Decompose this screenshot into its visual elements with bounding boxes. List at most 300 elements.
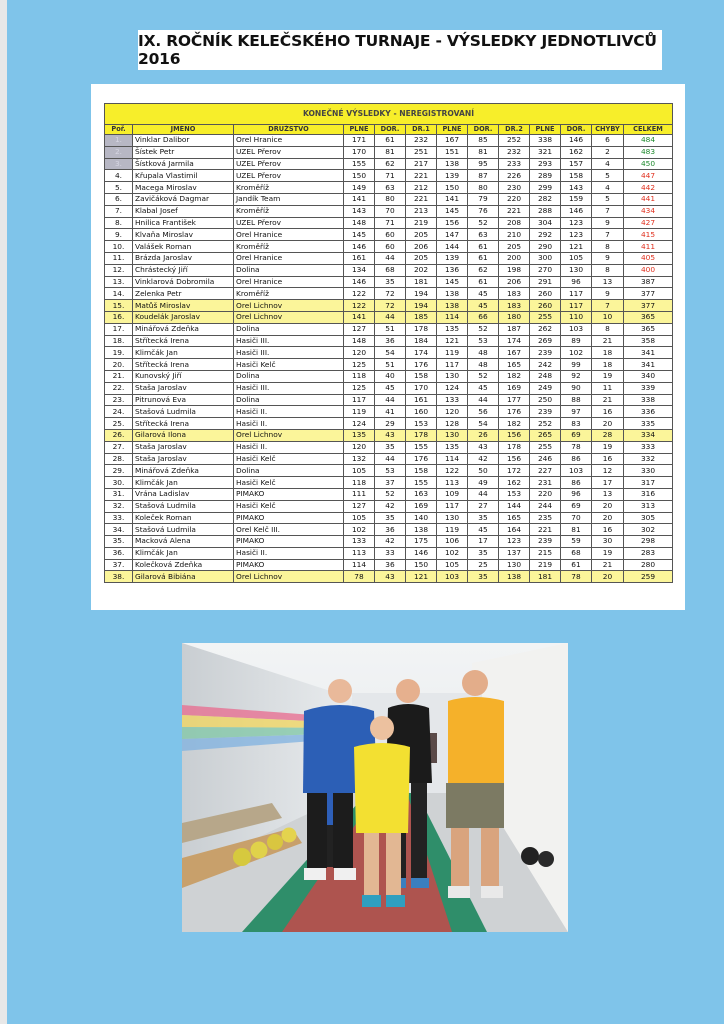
score-cell: 125 — [344, 382, 375, 394]
score-cell: 291 — [530, 276, 561, 288]
score-cell: 221 — [499, 205, 530, 217]
score-cell: 13 — [592, 276, 624, 288]
total-cell: 450 — [624, 158, 673, 170]
score-cell: 69 — [561, 429, 592, 441]
score-cell: 130 — [561, 264, 592, 276]
score-cell: 90 — [561, 382, 592, 394]
score-cell: 17 — [468, 536, 499, 548]
team-cell: Kroměříž — [234, 205, 344, 217]
score-cell: 187 — [499, 323, 530, 335]
team-cell: PIMAKO — [234, 488, 344, 500]
score-cell: 20 — [592, 418, 624, 430]
score-cell: 51 — [375, 359, 406, 371]
score-cell: 44 — [468, 488, 499, 500]
score-cell: 194 — [406, 288, 437, 300]
score-cell: 148 — [344, 335, 375, 347]
score-cell: 119 — [437, 524, 468, 536]
table-row — [105, 465, 673, 477]
team-cell: PIMAKO — [234, 536, 344, 548]
table-row — [105, 300, 673, 312]
team-cell: UZEL Přerov — [234, 170, 344, 182]
score-cell: 321 — [530, 146, 561, 158]
team-cell: Dolina — [234, 465, 344, 477]
rank-cell: 30. — [105, 477, 133, 489]
score-cell: 156 — [499, 453, 530, 465]
score-cell: 156 — [437, 217, 468, 229]
name-cell: Gilarová Bibiána — [133, 571, 234, 583]
score-cell: 293 — [530, 158, 561, 170]
name-cell: Klabal Josef — [133, 205, 234, 217]
table-row — [105, 524, 673, 536]
score-cell: 180 — [499, 311, 530, 323]
score-cell: 159 — [561, 193, 592, 205]
rank-cell: 12. — [105, 264, 133, 276]
score-cell: 41 — [375, 406, 406, 418]
score-cell: 103 — [561, 323, 592, 335]
rank-cell: 24. — [105, 406, 133, 418]
bowling-alley-photo — [182, 643, 568, 932]
score-cell: 130 — [437, 512, 468, 524]
score-cell: 146 — [344, 241, 375, 253]
score-cell: 212 — [406, 182, 437, 194]
team-cell: UZEL Přerov — [234, 217, 344, 229]
score-cell: 18 — [592, 347, 624, 359]
score-cell: 117 — [561, 288, 592, 300]
name-cell: Klimčák Jan — [133, 547, 234, 559]
score-cell: 10 — [592, 311, 624, 323]
total-cell: 305 — [624, 512, 673, 524]
name-cell: Hnilica František — [133, 217, 234, 229]
score-cell: 35 — [375, 441, 406, 453]
score-cell: 85 — [468, 135, 499, 147]
rank-cell: 32. — [105, 500, 133, 512]
score-cell: 127 — [344, 323, 375, 335]
score-cell: 9 — [592, 252, 624, 264]
total-cell: 427 — [624, 217, 673, 229]
score-cell: 177 — [499, 394, 530, 406]
score-cell: 167 — [499, 347, 530, 359]
total-cell: 483 — [624, 146, 673, 158]
total-cell: 317 — [624, 477, 673, 489]
score-cell: 242 — [530, 359, 561, 371]
name-cell: Vrána Ladislav — [133, 488, 234, 500]
name-cell: Staša Jaroslav — [133, 453, 234, 465]
total-cell: 358 — [624, 335, 673, 347]
score-cell: 59 — [561, 536, 592, 548]
team-cell: PIMAKO — [234, 512, 344, 524]
rank-cell: 15. — [105, 300, 133, 312]
score-cell: 255 — [530, 311, 561, 323]
table-row — [105, 335, 673, 347]
score-cell: 20 — [592, 500, 624, 512]
score-cell: 117 — [437, 500, 468, 512]
name-cell: Šístek Petr — [133, 146, 234, 158]
score-cell: 138 — [406, 524, 437, 536]
total-cell: 405 — [624, 252, 673, 264]
team-cell: Dolina — [234, 394, 344, 406]
team-cell: Orel Lichnov — [234, 300, 344, 312]
score-cell: 122 — [344, 300, 375, 312]
team-cell: Hasiči Kelč — [234, 453, 344, 465]
score-cell: 114 — [344, 559, 375, 571]
score-cell: 124 — [437, 382, 468, 394]
score-cell: 40 — [375, 370, 406, 382]
score-cell: 124 — [344, 418, 375, 430]
score-cell: 36 — [375, 559, 406, 571]
team-cell: Hasiči II. — [234, 547, 344, 559]
score-cell: 141 — [344, 193, 375, 205]
table-row — [105, 571, 673, 583]
table-row — [105, 205, 673, 217]
score-cell: 121 — [561, 241, 592, 253]
total-cell: 330 — [624, 465, 673, 477]
score-cell: 12 — [592, 465, 624, 477]
score-cell: 27 — [468, 500, 499, 512]
team-cell: Hasiči III. — [234, 347, 344, 359]
score-cell: 8 — [592, 264, 624, 276]
team-cell: Kroměříž — [234, 241, 344, 253]
score-cell: 69 — [561, 500, 592, 512]
score-cell: 260 — [530, 300, 561, 312]
rank-cell: 25. — [105, 418, 133, 430]
team-cell: Orel Lichnov — [234, 311, 344, 323]
score-cell: 53 — [375, 465, 406, 477]
score-cell: 146 — [406, 547, 437, 559]
score-cell: 81 — [561, 524, 592, 536]
score-cell: 150 — [406, 559, 437, 571]
score-cell: 288 — [530, 205, 561, 217]
score-cell: 158 — [561, 170, 592, 182]
score-cell: 120 — [344, 347, 375, 359]
total-cell: 340 — [624, 370, 673, 382]
team-cell: Hasiči III. — [234, 382, 344, 394]
score-cell: 130 — [437, 429, 468, 441]
score-cell: 17 — [592, 477, 624, 489]
table-row — [105, 135, 673, 147]
score-cell: 4 — [592, 182, 624, 194]
score-cell: 117 — [344, 394, 375, 406]
total-cell: 365 — [624, 311, 673, 323]
table-row — [105, 441, 673, 453]
score-cell: 120 — [344, 441, 375, 453]
table-row — [105, 453, 673, 465]
score-cell: 48 — [468, 359, 499, 371]
total-cell: 447 — [624, 170, 673, 182]
score-cell: 45 — [468, 382, 499, 394]
score-cell: 36 — [375, 524, 406, 536]
score-cell: 28 — [592, 429, 624, 441]
header-cell: CHYBY — [592, 125, 624, 135]
score-cell: 123 — [561, 229, 592, 241]
score-cell: 42 — [468, 453, 499, 465]
score-cell: 213 — [406, 205, 437, 217]
score-cell: 42 — [375, 500, 406, 512]
results-table — [104, 103, 673, 583]
score-cell: 122 — [344, 288, 375, 300]
score-cell: 221 — [406, 193, 437, 205]
rank-cell: 6. — [105, 193, 133, 205]
score-cell: 182 — [499, 418, 530, 430]
score-cell: 109 — [437, 488, 468, 500]
score-cell: 102 — [437, 547, 468, 559]
score-cell: 215 — [530, 547, 561, 559]
rank-cell: 36. — [105, 547, 133, 559]
score-cell: 140 — [406, 512, 437, 524]
score-cell: 72 — [375, 300, 406, 312]
total-cell: 334 — [624, 429, 673, 441]
score-cell: 185 — [406, 311, 437, 323]
rank-cell: 33. — [105, 512, 133, 524]
score-cell: 21 — [592, 559, 624, 571]
total-cell: 434 — [624, 205, 673, 217]
score-cell: 176 — [406, 453, 437, 465]
header-cell: DR.1 — [406, 125, 437, 135]
score-cell: 175 — [406, 536, 437, 548]
score-cell: 26 — [468, 429, 499, 441]
table-row — [105, 536, 673, 548]
table-row — [105, 182, 673, 194]
header-cell: Poř. — [105, 125, 133, 135]
table-row — [105, 158, 673, 170]
score-cell: 206 — [499, 276, 530, 288]
score-cell: 135 — [437, 323, 468, 335]
score-cell: 128 — [437, 418, 468, 430]
score-cell: 233 — [499, 158, 530, 170]
score-cell: 103 — [561, 465, 592, 477]
score-cell: 146 — [344, 276, 375, 288]
score-cell: 338 — [530, 135, 561, 147]
team-cell: Hasiči III. — [234, 335, 344, 347]
team-cell: Jandík Team — [234, 193, 344, 205]
score-cell: 44 — [375, 311, 406, 323]
score-cell: 169 — [499, 382, 530, 394]
score-cell: 165 — [499, 512, 530, 524]
rank-cell: 19. — [105, 347, 133, 359]
rank-cell: 35. — [105, 536, 133, 548]
score-cell: 92 — [561, 370, 592, 382]
table-row — [105, 252, 673, 264]
score-cell: 252 — [530, 418, 561, 430]
score-cell: 78 — [561, 571, 592, 583]
total-cell: 336 — [624, 406, 673, 418]
page-edge — [0, 0, 7, 1024]
score-cell: 194 — [406, 300, 437, 312]
score-cell: 231 — [530, 477, 561, 489]
score-cell: 162 — [499, 477, 530, 489]
score-cell: 63 — [375, 182, 406, 194]
score-cell: 21 — [592, 394, 624, 406]
score-cell: 143 — [344, 205, 375, 217]
table-header-row — [105, 125, 673, 135]
team-photo — [182, 643, 568, 932]
table-row — [105, 512, 673, 524]
score-cell: 135 — [437, 441, 468, 453]
score-cell: 134 — [344, 264, 375, 276]
score-cell: 248 — [530, 370, 561, 382]
total-cell: 338 — [624, 394, 673, 406]
score-cell: 227 — [530, 465, 561, 477]
table-row — [105, 288, 673, 300]
score-cell: 7 — [592, 205, 624, 217]
team-cell: Hasiči Kelč — [234, 500, 344, 512]
score-cell: 114 — [437, 453, 468, 465]
table-row — [105, 547, 673, 559]
score-cell: 16 — [592, 406, 624, 418]
name-cell: Kunovský Jiří — [133, 370, 234, 382]
score-cell: 132 — [344, 453, 375, 465]
score-cell: 139 — [437, 252, 468, 264]
rank-cell: 38. — [105, 571, 133, 583]
header-cell: DOR. — [468, 125, 499, 135]
name-cell: Koudelák Jaroslav — [133, 311, 234, 323]
score-cell: 155 — [344, 158, 375, 170]
score-cell: 88 — [561, 394, 592, 406]
score-cell: 102 — [561, 347, 592, 359]
total-cell: 333 — [624, 441, 673, 453]
score-cell: 219 — [406, 217, 437, 229]
score-cell: 137 — [499, 547, 530, 559]
score-cell: 7 — [592, 229, 624, 241]
score-cell: 13 — [592, 488, 624, 500]
score-cell: 52 — [468, 323, 499, 335]
total-cell: 411 — [624, 241, 673, 253]
score-cell: 60 — [375, 241, 406, 253]
table-row — [105, 429, 673, 441]
team-cell: Hasiči II. — [234, 418, 344, 430]
score-cell: 78 — [344, 571, 375, 583]
rank-cell: 4. — [105, 170, 133, 182]
score-cell: 130 — [437, 370, 468, 382]
header-cell: JMÉNO — [133, 125, 234, 135]
score-cell: 105 — [437, 559, 468, 571]
team-cell: Hasiči Kelč — [234, 359, 344, 371]
name-cell: Stašová Ludmila — [133, 500, 234, 512]
score-cell: 235 — [530, 512, 561, 524]
score-cell: 43 — [468, 441, 499, 453]
score-cell: 143 — [561, 182, 592, 194]
score-cell: 61 — [375, 135, 406, 147]
score-cell: 45 — [468, 300, 499, 312]
table-row — [105, 170, 673, 182]
score-cell: 122 — [437, 465, 468, 477]
score-cell: 141 — [344, 311, 375, 323]
table-row — [105, 276, 673, 288]
score-cell: 62 — [468, 264, 499, 276]
table-row — [105, 193, 673, 205]
score-cell: 239 — [530, 347, 561, 359]
score-cell: 170 — [406, 382, 437, 394]
rank-cell: 17. — [105, 323, 133, 335]
score-cell: 43 — [375, 571, 406, 583]
score-cell: 105 — [344, 512, 375, 524]
name-cell: Stašová Ludmila — [133, 406, 234, 418]
score-cell: 118 — [344, 477, 375, 489]
total-cell: 441 — [624, 193, 673, 205]
team-cell: Orel Hranice — [234, 276, 344, 288]
rank-cell: 9. — [105, 229, 133, 241]
score-cell: 29 — [375, 418, 406, 430]
score-cell: 18 — [592, 359, 624, 371]
score-cell: 71 — [375, 170, 406, 182]
score-cell: 81 — [375, 146, 406, 158]
total-cell: 335 — [624, 418, 673, 430]
score-cell: 25 — [468, 559, 499, 571]
name-cell: Minářová Zdeňka — [133, 465, 234, 477]
score-cell: 221 — [530, 524, 561, 536]
score-cell: 145 — [437, 276, 468, 288]
score-cell: 16 — [592, 524, 624, 536]
table-banner-row — [105, 104, 673, 125]
score-cell: 113 — [437, 477, 468, 489]
score-cell: 35 — [375, 276, 406, 288]
score-cell: 117 — [437, 359, 468, 371]
rank-cell: 11. — [105, 252, 133, 264]
score-cell: 30 — [592, 536, 624, 548]
total-cell: 377 — [624, 288, 673, 300]
name-cell: Křupala Vlastimil — [133, 170, 234, 182]
header-cell: DOR. — [561, 125, 592, 135]
score-cell: 19 — [592, 441, 624, 453]
score-cell: 150 — [344, 170, 375, 182]
score-cell: 171 — [344, 135, 375, 147]
header-cell: DRUŽSTVO — [234, 125, 344, 135]
table-row — [105, 382, 673, 394]
score-cell: 178 — [499, 441, 530, 453]
rank-cell: 28. — [105, 453, 133, 465]
header-cell: PLNÉ — [530, 125, 561, 135]
table-row — [105, 323, 673, 335]
score-cell: 133 — [437, 394, 468, 406]
score-cell: 176 — [499, 406, 530, 418]
name-cell: Valášek Roman — [133, 241, 234, 253]
table-row — [105, 500, 673, 512]
score-cell: 60 — [375, 229, 406, 241]
table-row — [105, 146, 673, 158]
table-row — [105, 311, 673, 323]
score-cell: 181 — [406, 276, 437, 288]
table-row — [105, 370, 673, 382]
team-cell: Orel Hranice — [234, 229, 344, 241]
score-cell: 89 — [561, 335, 592, 347]
score-cell: 45 — [375, 382, 406, 394]
team-cell: UZEL Přerov — [234, 158, 344, 170]
team-cell: PIMAKO — [234, 559, 344, 571]
score-cell: 123 — [499, 536, 530, 548]
score-cell: 80 — [375, 193, 406, 205]
score-cell: 44 — [375, 394, 406, 406]
score-cell: 163 — [406, 488, 437, 500]
score-cell: 121 — [406, 571, 437, 583]
score-cell: 42 — [375, 536, 406, 548]
rank-cell: 20. — [105, 359, 133, 371]
score-cell: 282 — [530, 193, 561, 205]
score-cell: 50 — [468, 465, 499, 477]
score-cell: 45 — [468, 524, 499, 536]
total-cell: 442 — [624, 182, 673, 194]
score-cell: 160 — [406, 406, 437, 418]
rank-cell: 26. — [105, 429, 133, 441]
score-cell: 7 — [592, 300, 624, 312]
name-cell: Zelenka Petr — [133, 288, 234, 300]
table-row — [105, 359, 673, 371]
header-cell: PLNÉ — [344, 125, 375, 135]
score-cell: 44 — [375, 252, 406, 264]
score-cell: 174 — [499, 335, 530, 347]
score-cell: 80 — [468, 182, 499, 194]
name-cell: Matůš Miroslav — [133, 300, 234, 312]
score-cell: 153 — [499, 488, 530, 500]
score-cell: 36 — [375, 335, 406, 347]
